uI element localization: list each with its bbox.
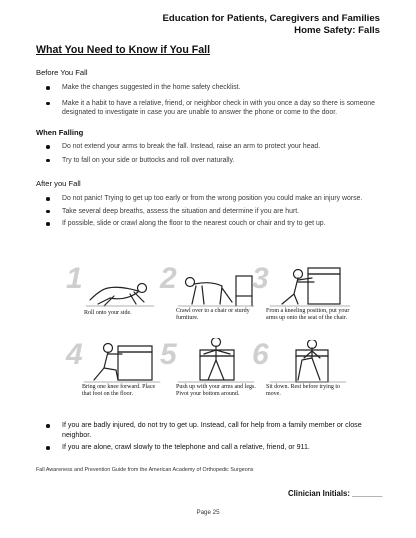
list-item: Take several deep breaths, assess the situation and determine if you are hurt.: [36, 207, 382, 217]
when-heading: When Falling: [36, 128, 84, 137]
list-item: If you are badly injured, do not try to get up. Instead, call for help from a family member or close neighbor.: [36, 421, 382, 440]
bullet-icon: [46, 159, 50, 163]
bullet-icon: [46, 210, 50, 214]
bullet-icon: [46, 102, 50, 106]
when-list: [36, 142, 382, 166]
clinician-initials: Clinician Initials: _______: [288, 489, 383, 498]
step-number: 4: [66, 338, 83, 371]
bullet-icon: [46, 446, 50, 450]
closing-list: [36, 421, 382, 454]
step-panel-3: [252, 264, 356, 324]
list-item: Do not panic! Trying to get up too early or from the wrong position you could make an injury worse.: [36, 194, 382, 204]
step-panel-4: [66, 340, 170, 400]
bullet-icon: [46, 86, 50, 90]
list-item: Make the changes suggested in the home safety checklist.: [36, 83, 382, 93]
person-knee-forward-icon: [82, 340, 162, 384]
step-number: 6: [252, 338, 269, 371]
bullet-icon: [46, 222, 50, 226]
step-caption: Bring one knee forward. Place that foot on the floor.: [82, 384, 156, 397]
step-panel-6: [252, 340, 356, 400]
after-heading: After you Fall: [36, 179, 81, 188]
person-rolling-icon: [84, 274, 156, 308]
step-caption: Roll onto your side.: [84, 310, 132, 316]
step-panel-5: [160, 340, 264, 400]
list-item: Make it a habit to have a relative, friend, or neighbor check in with you once a day so there is someone designated to investigate in case you are unable to answer the phone or come to the door.: [36, 99, 382, 118]
list-item: Try to fall on your side or buttocks and roll over naturally.: [36, 156, 382, 166]
step-caption: Sit down. Rest before trying to move.: [266, 384, 340, 397]
footer-source: Fall Awareness and Prevention Guide from the American Academy of Orthopedic Surgeons: [36, 467, 254, 473]
list-item: If you are alone, crawl slowly to the telephone and call a relative, friend, or 911.: [36, 443, 382, 453]
list-item: If possible, slide or crawl along the floor to the nearest couch or chair and try to get up.: [36, 219, 382, 229]
step-caption: Push up with your arms and legs. Pivot your bottom around.: [176, 384, 256, 397]
header-line-2: Home Safety: Falls: [294, 25, 380, 36]
person-sitting-icon: [268, 340, 348, 384]
person-kneeling-chair-icon: [268, 264, 352, 308]
person-pushing-up-icon: [176, 338, 256, 384]
header-line-1: Education for Patients, Caregivers and Families: [162, 13, 380, 24]
step-panel-1: [66, 264, 170, 324]
bullet-icon: [46, 424, 50, 428]
step-caption: Crawl over to a chair or sturdy furniture.: [176, 308, 250, 321]
step-caption: From a kneeling position, put your arms up onto the seat of the chair.: [266, 308, 350, 321]
before-list: [36, 83, 382, 119]
bullet-icon: [46, 145, 50, 149]
step-number: 3: [252, 262, 269, 295]
bullet-icon: [46, 197, 50, 201]
page-number: Page 25: [196, 509, 220, 516]
step-number: 2: [160, 262, 177, 295]
after-list: [36, 194, 382, 230]
page-title: What You Need to Know if You Fall: [36, 44, 211, 56]
step-number: 1: [66, 262, 83, 295]
list-item: Do not extend your arms to break the fall. Instead, raise an arm to protect your head.: [36, 142, 382, 152]
step-panel-2: [160, 264, 264, 324]
person-crawling-icon: [176, 270, 256, 308]
step-number: 5: [160, 338, 177, 371]
document-header: [162, 13, 380, 37]
before-heading: Before You Fall: [36, 68, 88, 77]
